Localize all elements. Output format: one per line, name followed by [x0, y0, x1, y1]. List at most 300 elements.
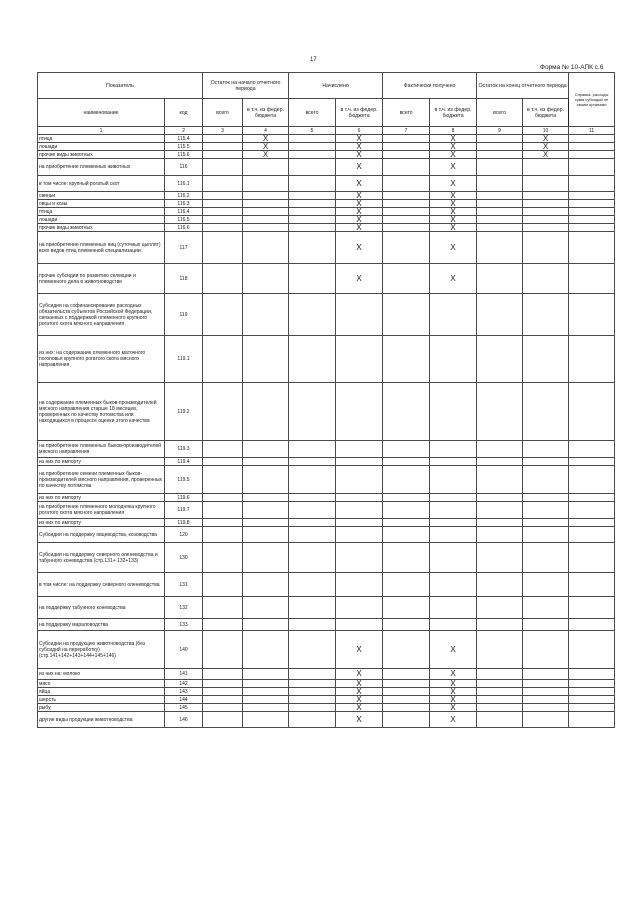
- row-name: Субсидии на софинансирование расходных обязательств субъектов Российской Федерации, связанных с поддержкой племенного крупного рогатого скота мясного направления: [38, 294, 165, 336]
- row-code: 117: [165, 232, 203, 264]
- cell-total-opening: [203, 176, 243, 192]
- cell-reference: [569, 336, 615, 383]
- column-number: 11: [569, 127, 615, 135]
- table-row: [38, 135, 615, 143]
- cell-total-accrued: [289, 232, 336, 264]
- cell-total-opening: [203, 192, 243, 200]
- header-total: всего: [203, 99, 243, 127]
- row-code: 116.1: [165, 176, 203, 192]
- page-number: 17: [310, 57, 317, 63]
- cell-total-closing: [477, 216, 523, 224]
- row-code: 115.4: [165, 135, 203, 143]
- cell-total-opening: [203, 712, 243, 728]
- cell-total-received: [383, 502, 430, 519]
- cell-total-received: [383, 519, 430, 527]
- cell-fed-accrued: [336, 458, 383, 466]
- row-code: 119.4: [165, 458, 203, 466]
- cell-fed-closing: [523, 619, 569, 631]
- cell-reference: [569, 527, 615, 543]
- table-row: [38, 519, 615, 527]
- cell-total-received: [383, 143, 430, 151]
- cell-total-accrued: [289, 336, 336, 383]
- row-code: 116.3: [165, 200, 203, 208]
- cell-total-received: [383, 208, 430, 216]
- cell-fed-received: X: [430, 712, 477, 728]
- cell-total-opening: [203, 224, 243, 232]
- cell-total-accrued: [289, 208, 336, 216]
- cell-total-accrued: [289, 176, 336, 192]
- row-code: 116.5: [165, 216, 203, 224]
- row-name: Субсидии на поддержку северного оленеводства и табунного коневодства (стр.131+ 132+133): [38, 543, 165, 573]
- row-name: шерсть: [38, 696, 165, 704]
- cell-total-opening: [203, 704, 243, 712]
- cell-fed-accrued: [336, 441, 383, 458]
- row-name: на приобретение племенных животных: [38, 159, 165, 176]
- row-code: 146: [165, 712, 203, 728]
- row-code: 116.4: [165, 208, 203, 216]
- row-code: 115.6: [165, 151, 203, 159]
- row-name: прочие субсидии по развитию селекции и племенного дела в животноводстве: [38, 264, 165, 294]
- cell-fed-closing: [523, 208, 569, 216]
- cell-total-opening: [203, 494, 243, 502]
- cell-fed-received: [430, 519, 477, 527]
- cell-total-accrued: [289, 502, 336, 519]
- cell-total-opening: [203, 696, 243, 704]
- row-name: из них по импорту: [38, 494, 165, 502]
- row-code: 119.8: [165, 519, 203, 527]
- cell-fed-received: [430, 619, 477, 631]
- cell-total-accrued: [289, 543, 336, 573]
- row-code: 118: [165, 264, 203, 294]
- cell-fed-received: X: [430, 696, 477, 704]
- table-row: [38, 669, 615, 680]
- header-total: всего: [289, 99, 336, 127]
- cell-fed-received: X: [430, 704, 477, 712]
- cell-reference: [569, 224, 615, 232]
- cell-total-received: [383, 264, 430, 294]
- header-incl-fed: в т.ч. из федер. бюджета: [430, 99, 477, 127]
- cell-reference: [569, 619, 615, 631]
- row-code: 144: [165, 696, 203, 704]
- cell-reference: [569, 631, 615, 669]
- cell-fed-received: X: [430, 216, 477, 224]
- row-name: птица: [38, 135, 165, 143]
- cell-fed-opening: [243, 597, 289, 619]
- cell-total-closing: [477, 712, 523, 728]
- cell-fed-received: [430, 573, 477, 597]
- cell-fed-opening: [243, 192, 289, 200]
- cell-reference: [569, 216, 615, 224]
- cell-fed-opening: X: [243, 151, 289, 159]
- table-row: [38, 619, 615, 631]
- cell-fed-accrued: X: [336, 669, 383, 680]
- row-name: прочие виды животных: [38, 151, 165, 159]
- cell-fed-closing: [523, 216, 569, 224]
- cell-total-received: [383, 688, 430, 696]
- cell-total-closing: [477, 176, 523, 192]
- cell-fed-received: [430, 527, 477, 543]
- table-row: [38, 143, 615, 151]
- table-row: [38, 383, 615, 441]
- row-code: 132: [165, 597, 203, 619]
- cell-total-opening: [203, 680, 243, 688]
- cell-fed-accrued: [336, 527, 383, 543]
- row-code: 119.3: [165, 441, 203, 458]
- cell-fed-accrued: X: [336, 151, 383, 159]
- cell-total-accrued: [289, 631, 336, 669]
- cell-total-closing: [477, 680, 523, 688]
- cell-reference: [569, 383, 615, 441]
- cell-fed-opening: [243, 224, 289, 232]
- cell-fed-closing: [523, 527, 569, 543]
- cell-total-opening: [203, 527, 243, 543]
- row-name: на приобретение племенного молодняка крупного рогатого скота мясного направления: [38, 502, 165, 519]
- row-code: 119.1: [165, 336, 203, 383]
- cell-fed-closing: [523, 543, 569, 573]
- cell-fed-closing: [523, 597, 569, 619]
- row-code: 119.6: [165, 494, 203, 502]
- cell-total-closing: [477, 688, 523, 696]
- table-body: [38, 135, 615, 728]
- row-code: 145: [165, 704, 203, 712]
- cell-fed-closing: [523, 573, 569, 597]
- cell-total-received: [383, 159, 430, 176]
- row-name: на содержание племенных быков-производителей мясного направления старше 18 месяцев, проверенных по качеству потомства или находящихся в процессе оценки этого качества: [38, 383, 165, 441]
- row-name: яйца: [38, 688, 165, 696]
- cell-total-accrued: [289, 192, 336, 200]
- row-name: рыбу: [38, 704, 165, 712]
- row-code: 143: [165, 688, 203, 696]
- row-name: из них по импорту: [38, 458, 165, 466]
- table-row: [38, 527, 615, 543]
- cell-fed-opening: [243, 458, 289, 466]
- table-row: [38, 151, 615, 159]
- cell-fed-closing: [523, 688, 569, 696]
- table-row: [38, 704, 615, 712]
- cell-fed-closing: [523, 441, 569, 458]
- cell-total-received: [383, 383, 430, 441]
- column-number: 4: [243, 127, 289, 135]
- cell-fed-accrued: X: [336, 135, 383, 143]
- header-closing-balance: Остаток на конец отчетного периода: [477, 73, 569, 99]
- row-code: 131: [165, 573, 203, 597]
- table-row: [38, 208, 615, 216]
- cell-fed-opening: [243, 441, 289, 458]
- cell-total-closing: [477, 466, 523, 494]
- cell-fed-opening: [243, 619, 289, 631]
- cell-total-closing: [477, 704, 523, 712]
- cell-reference: [569, 573, 615, 597]
- header-total: всего: [383, 99, 430, 127]
- row-name: мясо: [38, 680, 165, 688]
- cell-reference: [569, 712, 615, 728]
- cell-total-received: [383, 597, 430, 619]
- row-code: 133: [165, 619, 203, 631]
- cell-fed-closing: X: [523, 143, 569, 151]
- cell-fed-opening: [243, 159, 289, 176]
- row-code: 116.2: [165, 192, 203, 200]
- cell-total-accrued: [289, 143, 336, 151]
- cell-fed-opening: [243, 519, 289, 527]
- cell-fed-closing: X: [523, 151, 569, 159]
- column-number: 7: [383, 127, 430, 135]
- cell-total-opening: [203, 441, 243, 458]
- cell-reference: [569, 232, 615, 264]
- cell-fed-accrued: [336, 543, 383, 573]
- table-row: [38, 336, 615, 383]
- column-number: 3: [203, 127, 243, 135]
- cell-fed-closing: [523, 712, 569, 728]
- cell-fed-received: [430, 597, 477, 619]
- table-row: [38, 294, 615, 336]
- cell-total-opening: [203, 159, 243, 176]
- row-code: 119.7: [165, 502, 203, 519]
- cell-fed-accrued: X: [336, 680, 383, 688]
- cell-fed-accrued: X: [336, 216, 383, 224]
- row-name: свиньи: [38, 192, 165, 200]
- cell-total-accrued: [289, 573, 336, 597]
- cell-fed-accrued: X: [336, 696, 383, 704]
- cell-fed-closing: [523, 336, 569, 383]
- cell-total-opening: [203, 669, 243, 680]
- row-code: 120: [165, 527, 203, 543]
- cell-fed-received: X: [430, 135, 477, 143]
- cell-total-accrued: [289, 159, 336, 176]
- cell-reference: [569, 176, 615, 192]
- cell-total-accrued: [289, 712, 336, 728]
- cell-fed-accrued: X: [336, 176, 383, 192]
- row-code: 119.2: [165, 383, 203, 441]
- cell-fed-received: X: [430, 208, 477, 216]
- cell-fed-received: X: [430, 159, 477, 176]
- cell-fed-opening: [243, 704, 289, 712]
- cell-reference: [569, 696, 615, 704]
- cell-total-closing: [477, 597, 523, 619]
- cell-total-opening: [203, 294, 243, 336]
- cell-total-received: [383, 712, 430, 728]
- cell-fed-received: X: [430, 669, 477, 680]
- cell-fed-closing: [523, 383, 569, 441]
- cell-total-closing: [477, 527, 523, 543]
- cell-reference: [569, 680, 615, 688]
- cell-fed-accrued: [336, 619, 383, 631]
- cell-reference: [569, 135, 615, 143]
- table-row: [38, 159, 615, 176]
- cell-fed-accrued: [336, 336, 383, 383]
- cell-reference: [569, 458, 615, 466]
- column-number: 1: [38, 127, 165, 135]
- cell-fed-closing: [523, 631, 569, 669]
- column-number: 8: [430, 127, 477, 135]
- row-code: 119: [165, 294, 203, 336]
- cell-total-opening: [203, 151, 243, 159]
- cell-total-closing: [477, 543, 523, 573]
- cell-fed-received: [430, 543, 477, 573]
- cell-fed-accrued: [336, 383, 383, 441]
- cell-total-received: [383, 200, 430, 208]
- cell-total-accrued: [289, 264, 336, 294]
- cell-fed-opening: [243, 294, 289, 336]
- cell-fed-opening: [243, 696, 289, 704]
- cell-total-received: [383, 151, 430, 159]
- cell-fed-accrued: [336, 573, 383, 597]
- cell-fed-accrued: X: [336, 704, 383, 712]
- column-number: 9: [477, 127, 523, 135]
- cell-fed-received: [430, 494, 477, 502]
- cell-total-closing: [477, 264, 523, 294]
- cell-fed-received: X: [430, 176, 477, 192]
- cell-total-accrued: [289, 688, 336, 696]
- cell-fed-closing: [523, 680, 569, 688]
- cell-fed-opening: [243, 527, 289, 543]
- row-name: из них на: молоко: [38, 669, 165, 680]
- row-name: на приобретение семени племенных быков- производителей мясного направления, проверенных по качеству потомства: [38, 466, 165, 494]
- cell-fed-received: [430, 502, 477, 519]
- cell-total-closing: [477, 441, 523, 458]
- cell-total-closing: [477, 192, 523, 200]
- cell-total-closing: [477, 159, 523, 176]
- cell-fed-opening: X: [243, 135, 289, 143]
- cell-total-accrued: [289, 383, 336, 441]
- cell-total-accrued: [289, 696, 336, 704]
- cell-total-opening: [203, 619, 243, 631]
- header-incl-fed: в т.ч. из федер. бюджета: [243, 99, 289, 127]
- cell-reference: [569, 208, 615, 216]
- cell-fed-closing: [523, 294, 569, 336]
- cell-total-closing: [477, 619, 523, 631]
- cell-fed-accrued: X: [336, 143, 383, 151]
- row-code: 130: [165, 543, 203, 573]
- cell-fed-opening: [243, 208, 289, 216]
- cell-fed-accrued: X: [336, 208, 383, 216]
- cell-fed-closing: [523, 466, 569, 494]
- cell-fed-accrued: X: [336, 200, 383, 208]
- cell-fed-closing: [523, 669, 569, 680]
- cell-fed-opening: [243, 176, 289, 192]
- cell-total-accrued: [289, 527, 336, 543]
- cell-total-accrued: [289, 519, 336, 527]
- cell-reference: [569, 143, 615, 151]
- cell-total-opening: [203, 135, 243, 143]
- cell-reference: [569, 294, 615, 336]
- cell-total-accrued: [289, 151, 336, 159]
- cell-fed-opening: [243, 232, 289, 264]
- cell-fed-received: [430, 336, 477, 383]
- cell-fed-accrued: X: [336, 264, 383, 294]
- cell-total-received: [383, 192, 430, 200]
- cell-total-received: [383, 224, 430, 232]
- table-row: [38, 232, 615, 264]
- row-code: 140: [165, 631, 203, 669]
- cell-fed-opening: [243, 712, 289, 728]
- cell-total-accrued: [289, 441, 336, 458]
- cell-fed-accrued: X: [336, 192, 383, 200]
- column-number: 5: [289, 127, 336, 135]
- row-name: из них по импорту: [38, 519, 165, 527]
- cell-total-accrued: [289, 704, 336, 712]
- cell-fed-opening: [243, 264, 289, 294]
- cell-fed-received: X: [430, 688, 477, 696]
- header-opening-balance: Остаток на начало отчетного периода: [203, 73, 289, 99]
- row-name: в том числе: на поддержку северного оленеводства: [38, 573, 165, 597]
- cell-total-received: [383, 494, 430, 502]
- row-name: Субсидии на продукцию животноводства (без субсидий на переработку) (стр.141+142+143+144+145+146): [38, 631, 165, 669]
- cell-fed-opening: [243, 502, 289, 519]
- cell-fed-opening: [243, 680, 289, 688]
- cell-reference: [569, 441, 615, 458]
- cell-fed-opening: [243, 383, 289, 441]
- cell-fed-received: X: [430, 232, 477, 264]
- cell-fed-closing: [523, 704, 569, 712]
- cell-fed-received: X: [430, 143, 477, 151]
- row-name: из них: на содержание племенного маточного поголовья крупного рогатого скота мясного направления: [38, 336, 165, 383]
- row-name: прочие виды животных: [38, 224, 165, 232]
- row-name: лошади: [38, 143, 165, 151]
- cell-total-closing: [477, 696, 523, 704]
- cell-fed-opening: [243, 216, 289, 224]
- cell-total-accrued: [289, 224, 336, 232]
- row-code: 141: [165, 669, 203, 680]
- header-accrued: Начислено: [289, 73, 383, 99]
- row-name: в том числе: крупный рогатый скот: [38, 176, 165, 192]
- cell-reference: [569, 151, 615, 159]
- cell-total-closing: [477, 458, 523, 466]
- table-row: [38, 441, 615, 458]
- header-total: всего: [477, 99, 523, 127]
- cell-total-received: [383, 669, 430, 680]
- cell-total-opening: [203, 208, 243, 216]
- cell-total-accrued: [289, 458, 336, 466]
- column-number: 2: [165, 127, 203, 135]
- row-name: Субсидии на поддержку овцеводства, козоводства: [38, 527, 165, 543]
- cell-total-received: [383, 527, 430, 543]
- cell-fed-closing: [523, 458, 569, 466]
- cell-total-received: [383, 466, 430, 494]
- cell-total-received: [383, 631, 430, 669]
- table-row: [38, 224, 615, 232]
- cell-fed-received: X: [430, 680, 477, 688]
- column-number: 6: [336, 127, 383, 135]
- cell-total-closing: [477, 383, 523, 441]
- cell-fed-accrued: X: [336, 631, 383, 669]
- cell-fed-opening: [243, 543, 289, 573]
- cell-total-closing: [477, 143, 523, 151]
- cell-total-opening: [203, 200, 243, 208]
- cell-fed-opening: [243, 688, 289, 696]
- cell-fed-received: [430, 458, 477, 466]
- column-number: 10: [523, 127, 569, 135]
- cell-fed-accrued: X: [336, 224, 383, 232]
- cell-total-accrued: [289, 466, 336, 494]
- cell-total-received: [383, 573, 430, 597]
- cell-total-closing: [477, 151, 523, 159]
- cell-total-opening: [203, 216, 243, 224]
- cell-total-opening: [203, 232, 243, 264]
- cell-total-closing: [477, 519, 523, 527]
- row-code: 116: [165, 159, 203, 176]
- cell-fed-accrued: X: [336, 688, 383, 696]
- cell-fed-received: [430, 441, 477, 458]
- cell-fed-accrued: [336, 502, 383, 519]
- cell-total-accrued: [289, 294, 336, 336]
- cell-fed-closing: [523, 192, 569, 200]
- cell-reference: [569, 704, 615, 712]
- report-table: [37, 72, 615, 728]
- cell-total-closing: [477, 631, 523, 669]
- cell-total-accrued: [289, 216, 336, 224]
- header-reference-note: Справка: расходы сумм субсидий не своим органами: [569, 73, 615, 127]
- cell-fed-received: X: [430, 224, 477, 232]
